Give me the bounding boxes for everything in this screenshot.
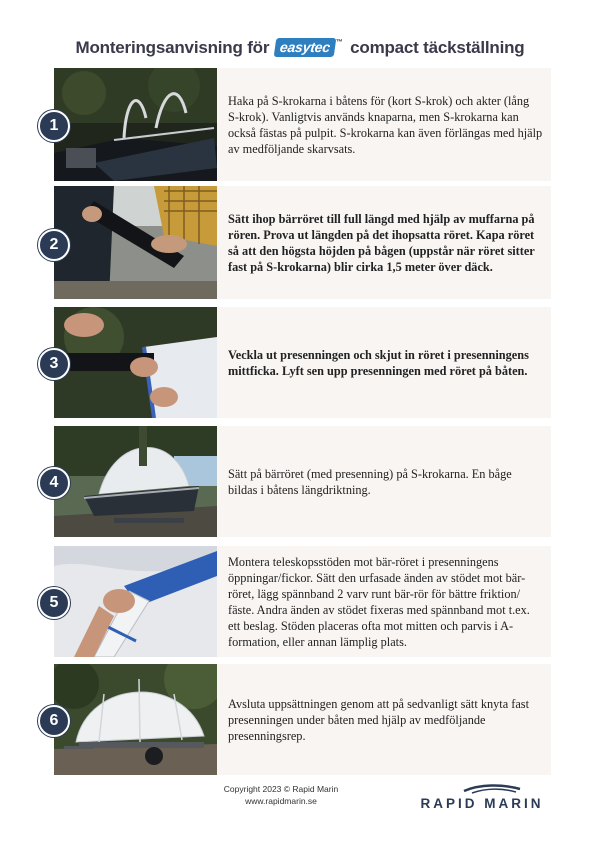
step-4-badge: 4: [38, 467, 70, 499]
step-5-text: Montera teleskopsstöden mot bär-röret i presenningens öppningar/fickor. Sätt den urfasade änden av stödet mot bär-röret, lägg spännband 2 varv runt bär-rör för bättre friktion/ fäste. Andra änden av stödet fixeras med spännband mot t.ex. ett beslag. Stöden placeras ofta mot mitten och parvis i A-formation, eller annan lämplig plats.: [228, 554, 530, 649]
logo-wordmark: RAPID MARIN: [420, 796, 544, 811]
finished-cover-image: [54, 664, 217, 775]
website-text: www.rapidmarin.se: [245, 796, 317, 806]
boat-bow-s-hook-image: [54, 68, 217, 181]
step-2-photo: [54, 186, 217, 299]
step-5: [54, 546, 551, 657]
title-before: Monteringsanvisning för: [75, 38, 270, 57]
step-2-text: Sätt ihop bärröret till full längd med hjälp av muffarna på rören. Prova ut längden på det ihopsatta röret. Kapa röret så att den högsta höjden på bågen (uppstår när röret sitter fast på S-krokarna) blir cirka 1,5 meter över däck.: [228, 211, 535, 274]
step-5-badge: 5: [38, 587, 70, 619]
step-4-text: Sätt på bärröret (med presenning) på S-krokarna. En båge bildas i båtens längdriktning.: [228, 466, 512, 497]
telescope-support-image: [54, 546, 217, 657]
step-6: [54, 664, 551, 775]
wave-icon: [462, 784, 522, 794]
trademark-symbol: ™: [335, 39, 343, 46]
step-6-photo: [54, 664, 217, 775]
copyright-block: [196, 783, 366, 807]
step-6-text: Avsluta uppsättningen genom att på sedvanligt sätt knyta fast presenningen under båten med hjälp av medföljande presenningsrep.: [228, 696, 529, 743]
title-after: compact täckställning: [350, 38, 525, 57]
step-3: [54, 307, 551, 418]
step-3-badge: 3: [38, 348, 70, 380]
step-5-photo: [54, 546, 217, 657]
step-6-badge: 6: [38, 705, 70, 737]
step-1: [54, 68, 551, 181]
step-3-text: Veckla ut presenningen och skjut in röret i presenningens mittficka. Lyft sen upp presenningen med röret på båten.: [228, 347, 529, 378]
joining-tube-image: [54, 186, 217, 299]
step-1-badge: 1: [38, 110, 70, 142]
step-4: [54, 426, 551, 537]
step-3-photo: [54, 307, 217, 418]
rapid-marin-logo: [410, 780, 554, 814]
step-2: [54, 186, 551, 299]
step-4-photo: [54, 426, 217, 537]
step-1-photo: [54, 68, 217, 181]
step-2-badge: 2: [38, 229, 70, 261]
tarp-pocket-image: [54, 307, 217, 418]
step-1-text: Haka på S-krokarna i båtens för (kort S-krok) och akter (lång S-krok). Vanligtvis används knaparna, men S-krokarna kan också fästas på pulpit. S-krokarna kan även förlängas med hjälp av medföljande skarvsats.: [228, 93, 543, 156]
easytec-logo: easytec: [273, 38, 336, 57]
page-title: [0, 38, 600, 58]
tarp-on-boat-image: [54, 426, 217, 537]
copyright-text: Copyright 2023 © Rapid Marin: [223, 784, 339, 794]
